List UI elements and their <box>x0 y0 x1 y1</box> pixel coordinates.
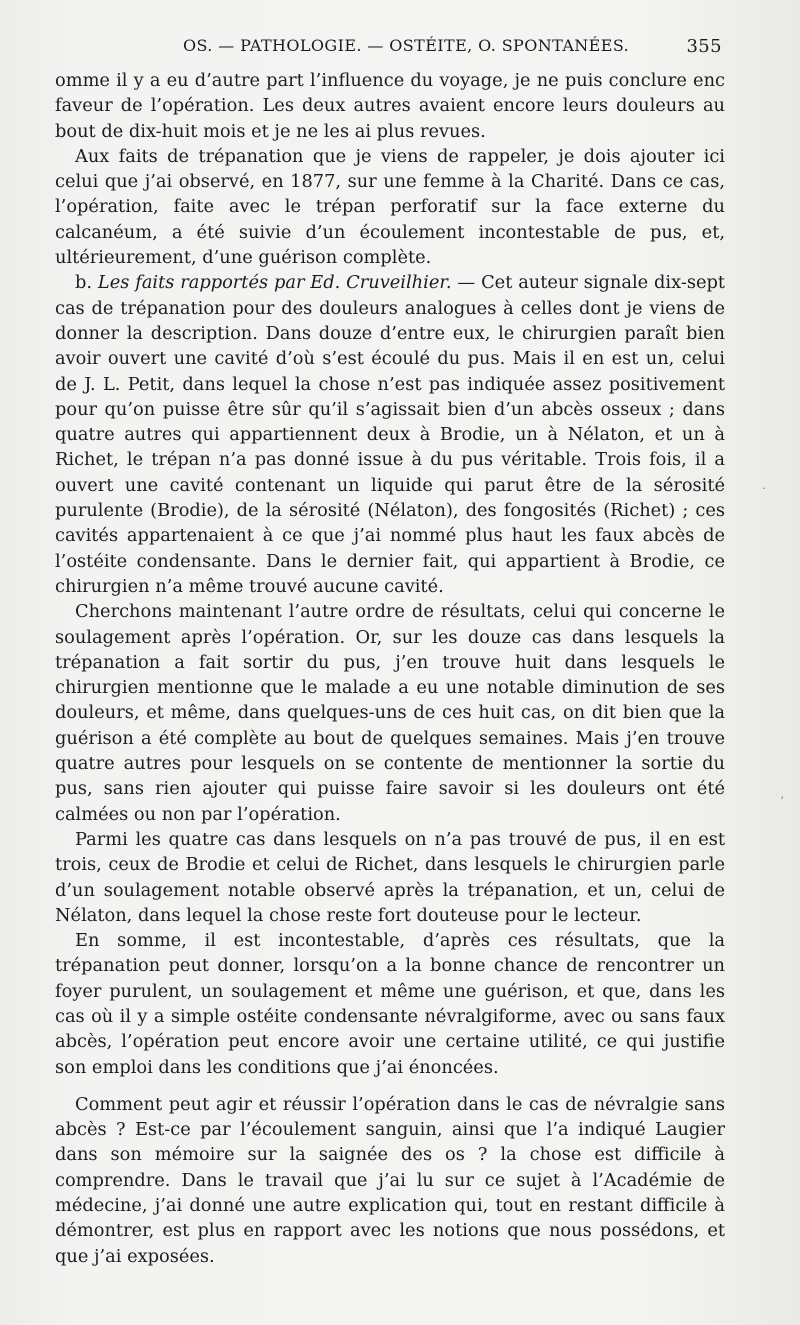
paragraph-text: En somme, il est incontestable, d’après ces résultats, que la trépanation peut donner, lorsqu’on a la bonne chance de rencontrer un foyer purulent, un soulagement et même une guérison, et que, dans les cas où il y a simple ostéite condensante névralgiforme, avec ou sans faux abcès, l’opération peut encore avoir une certaine utilité, ce qui justifie son emploi dans les conditions que j’ai énoncées. <box>55 930 725 1078</box>
section-letter: b. <box>75 272 93 294</box>
paragraph-text: — Cet auteur signale dix-sept cas de trépanation pour des douleurs analogues à celles dont je viens de donner la description. Dans douze d’entre eux, le chirurgien paraît bien avoir ouvert une cavité d’où s’est écoulé du pus. Mais il en est un, celui de J. L. Petit, dans lequel la chose n’est pas indiquée assez positivement pour qu’on puisse être sûr qu’il s’agissait bien d’un abcès osseux ; dans quatre autres qui appartiennent deux à Brodie, un à Nélaton, et un à Richet, le trépan n’a pas donné issue à du pus véritable. Trois fois, il a ouvert une cavité contenant un liquide qui parut être de la sérosité purulente (Brodie), de la sérosité (Nélaton), des fongosités (Richet) ; ces cavités appartenaient à ce que j’ai nommé plus haut les faux abcès de l’ostéite condensante. Dans le dernier fait, qui appartient à Brodie, ce chirurgien n’a même trouvé aucune cavité. <box>55 272 726 597</box>
paragraph-continuation <box>55 68 725 144</box>
paragraph-section-b <box>55 270 725 599</box>
page-header <box>55 36 722 60</box>
paragraph <box>55 144 725 270</box>
paragraph <box>55 928 725 1080</box>
paragraph-text: Aux faits de trépanation que je viens de rappeler, je dois ajouter ici celui que j’ai observé, en 1877, sur une femme à la Charité. Dans ce cas, l’opération, faite avec le trépan perforatif sur la face externe du calcanéum, a été suivie d’un écoulement incontestable de pus, et, ultérieurement, d’une guérison complète. <box>55 145 725 269</box>
paragraph <box>55 827 725 928</box>
margin-speck: · <box>762 482 766 495</box>
paragraph-text: Comment peut agir et réussir l’opération dans le cas de névralgie sans abcès ? Est-ce par l’écoulement sanguin, ainsi que l’a indiqué Laugier dans son mémoire sur la saignée des os ? la chose est difficile à comprendre. Dans le travail que j’ai lu sur ce sujet à l’Académie de médecine, j’ai donné une autre explication qui, tout en restant difficile à démontrer, est plus en rapport avec les notions que nous possédons, et que j’ai exposées. <box>55 1093 725 1267</box>
paragraph <box>55 1092 725 1269</box>
paragraph <box>55 599 725 827</box>
paragraph-text: Cherchons maintenant l’autre ordre de résultats, celui qui concerne le soulagement après l’opération. Or, sur les douze cas dans lesquels la trépanation a fait sortir du pus, j’en trouve huit dans lesquels le chirurgien mentionne que le malade a eu une notable diminution de ses douleurs, et même, dans quelques-uns de ces huit cas, on dit bien que la guérison a été complète au bout de quelques semaines. Mais j’en trouve quatre autres pour lesquels on se contente de mentionner la sortie du pus, sans rien ajouter qui puisse faire savoir si les douleurs ont été calmées ou non par l’opération. <box>55 601 725 825</box>
paragraph-text: Parmi les quatre cas dans lesquels on n’a pas trouvé de pus, il en est trois, ceux de Brodie et celui de Richet, dans lesquels le chirurgien parle d’un soulagement notable observé après la trépanation, et un, celui de Nélaton, dans lequel la chose reste fort douteuse pour le lecteur. <box>55 828 725 926</box>
running-title: OS. — PATHOLOGIE. — OSTÉITE, O. SPONTANÉES. <box>183 36 630 55</box>
section-title: Les faits rapportés par Ed. Cruveilhier. <box>97 272 452 294</box>
page-number: 355 <box>686 36 722 57</box>
paragraph-text: omme il y a eu d’autre part l’influence du voyage, je ne puis conclure enc faveur de l’opération. Les deux autres avaient encore leurs douleurs au bout de dix-huit mois et je ne les ai plus revues. <box>55 70 725 142</box>
body-text <box>55 68 725 1269</box>
margin-speck: ʼ <box>780 795 784 808</box>
